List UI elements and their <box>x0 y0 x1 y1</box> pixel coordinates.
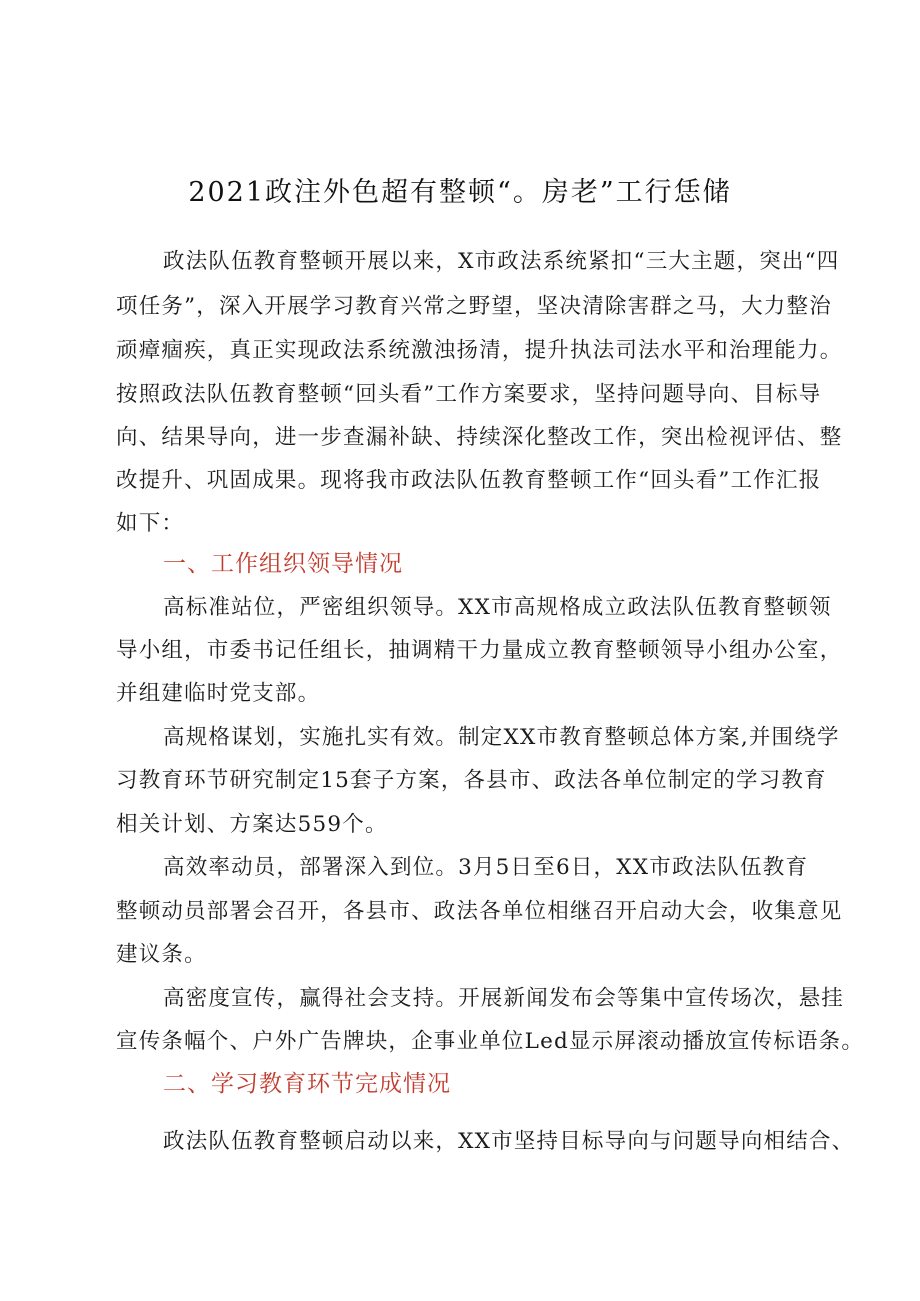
section-heading-1: 一、工作组织领导情况 <box>163 551 403 577</box>
paragraph-line: 高效率动员，部署深入到位。3月5日至6日，XX市政法队伍教育 <box>163 855 809 880</box>
paragraph-line: 习教育环节研究制定15套子方案，各县市、政法各单位制定的学习教育 <box>116 768 827 793</box>
paragraph-line: 并组建临时党支部。 <box>116 681 321 706</box>
paragraph-line: 导小组，市委书记任组长，抽调精干力量成立教育整顿领导小组办公室， <box>116 638 843 663</box>
paragraph-line: 高规格谋划，实施扎实有效。制定XX市教育整顿总体方案,并围绕学 <box>163 725 840 750</box>
intro-line: 项任务”，深入开展学习教育兴常之野望，坚决清除害群之马，大力整治 <box>116 294 832 319</box>
document-title: 2021政注外色超有整顿“。房老”工行恁储 <box>188 177 732 208</box>
paragraph-line: 相关计划、方案达559个。 <box>116 812 388 837</box>
intro-line: 政法队伍教育整顿开展以来，X市政法系统紧扣“三大主题，突出“四 <box>163 249 840 274</box>
paragraph-line: 整顿动员部署会召开，各县市、政法各单位相继召开启动大会，收集意见 <box>116 899 843 924</box>
intro-line: 改提升、巩固成果。现将我市政法队伍教育整顿工作“回头看”工作汇报 <box>116 468 822 493</box>
paragraph-line: 政法队伍教育整顿启动以来，XX市坚持目标导向与问题导向相结合、 <box>163 1129 855 1154</box>
intro-line: 如下： <box>116 511 185 536</box>
paragraph-line: 高密度宣传，赢得社会支持。开展新闻发布会等集中宣传场次，悬挂 <box>163 986 845 1011</box>
paragraph-line: 建议条。 <box>116 942 207 967</box>
intro-line: 按照政法队伍教育整顿“回头看”工作方案要求，坚持问题导向、目标导 <box>116 382 822 407</box>
section-heading-2: 二、学习教育环节完成情况 <box>163 1071 451 1097</box>
paragraph-line: 高标准站位，严密组织领导。XX市高规格成立政法队伍教育整顿领 <box>163 595 832 620</box>
intro-line: 顽瘴痼疾，真正实现政法系统激浊扬清，提升执法司法水平和治理能力。 <box>116 338 843 363</box>
paragraph-line: 宣传条幅个、户外广告牌块，企事业单位Led显示屏滚动播放宣传标语条。 <box>116 1029 865 1054</box>
intro-line: 向、结果导向，进一步查漏补缺、持续深化整改工作，突出检视评估、整 <box>116 425 843 450</box>
